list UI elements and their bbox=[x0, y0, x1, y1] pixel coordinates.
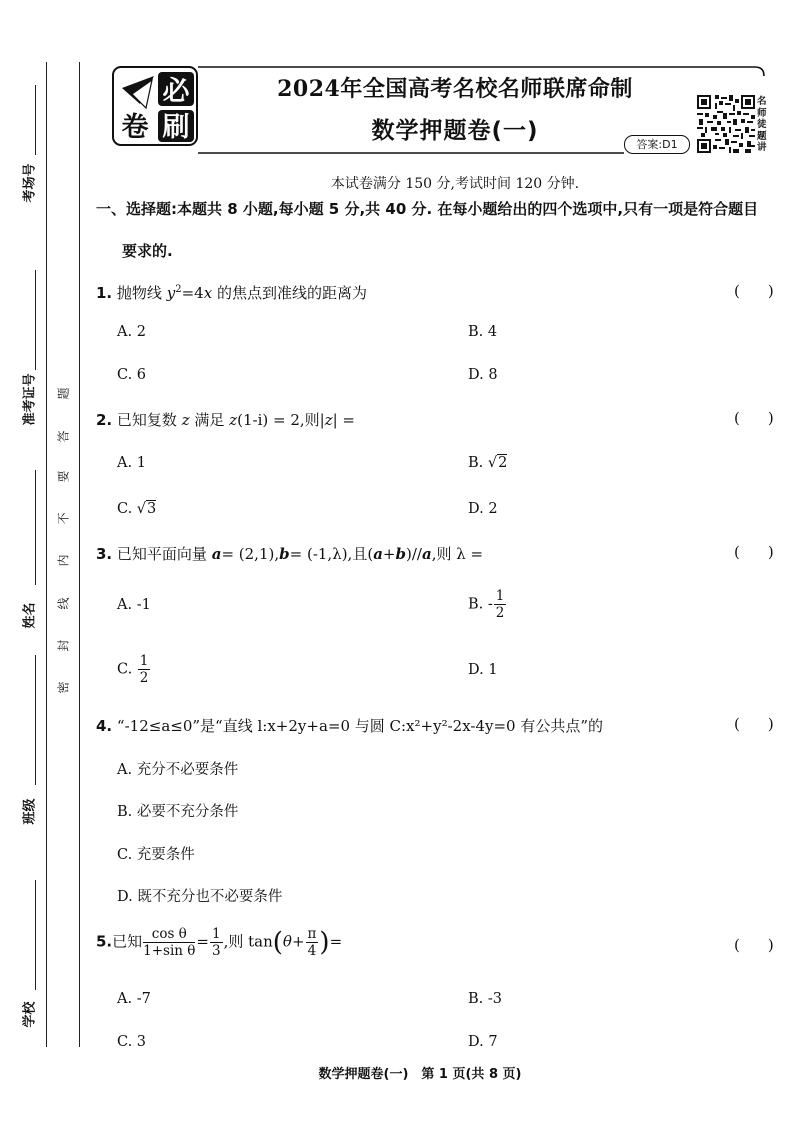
fraction-numerator: cos θ bbox=[143, 926, 195, 943]
q2-option-c[interactable]: C. √3 bbox=[117, 501, 157, 517]
question-3-stem bbox=[96, 543, 483, 564]
question-4-stem bbox=[96, 715, 603, 736]
answer-bracket-q3[interactable]: () bbox=[734, 543, 802, 561]
stem-text: =4 bbox=[181, 284, 204, 302]
q3-option-c[interactable] bbox=[117, 653, 151, 686]
q4-option-b[interactable]: B. 必要不充分条件 bbox=[117, 804, 239, 820]
notice-char-6: 线 bbox=[56, 597, 71, 610]
class-blank bbox=[35, 655, 36, 785]
q5-option-a[interactable]: A. -7 bbox=[117, 991, 151, 1007]
q3-option-d[interactable]: D. 1 bbox=[468, 662, 498, 678]
fraction-pi-over-4 bbox=[306, 926, 319, 959]
q2-option-b[interactable]: B. √2 bbox=[468, 455, 508, 471]
q5-option-c[interactable]: C. 3 bbox=[117, 1034, 147, 1050]
answer-bracket-q1[interactable]: () bbox=[734, 282, 802, 300]
question-number: 2. bbox=[96, 411, 113, 429]
stem-text: “-12≤a≤0”是“直线 l:x+2y+a=0 与圆 C:x²+y²-2x-4y=0 有公共点”的 bbox=[116, 717, 604, 735]
question-number: 5. bbox=[96, 932, 113, 951]
binding-line-left bbox=[46, 62, 47, 1047]
fraction-numerator: π bbox=[307, 926, 317, 942]
notice-char-2: 答 bbox=[56, 430, 71, 443]
q5-option-d[interactable]: D. 7 bbox=[468, 1034, 498, 1050]
logo-char-juan: 卷 bbox=[121, 112, 149, 143]
stem-text: ,则 λ = bbox=[431, 545, 484, 563]
stem-sup: 2 bbox=[175, 284, 182, 295]
sqrt-radicand: 2 bbox=[498, 455, 508, 471]
big-paren: ) bbox=[319, 927, 330, 958]
stem-text: θ+ bbox=[282, 932, 305, 951]
stem-text: = bbox=[329, 932, 343, 951]
answer-code-badge: 答案:D1 bbox=[624, 135, 690, 154]
exam-paper-title: 数学押题卷(一) bbox=[371, 118, 539, 144]
logo-char-bi: 必 bbox=[162, 76, 190, 107]
stem-text: = (2,1), bbox=[221, 545, 280, 563]
stem-text: + bbox=[382, 545, 396, 563]
fraction-numerator: 1 bbox=[139, 653, 149, 669]
q1-option-b[interactable]: B. 4 bbox=[468, 324, 498, 340]
exam-series-title: 2024年全国高考名校名师联席命制 bbox=[277, 76, 633, 102]
vector-a: a bbox=[211, 545, 222, 563]
option-label: B. - bbox=[468, 596, 493, 613]
question-5-stem bbox=[96, 926, 342, 959]
stem-text: 满足 bbox=[194, 411, 225, 429]
fraction bbox=[138, 653, 151, 686]
stem-var: z bbox=[324, 411, 333, 429]
section-heading: 一、选择题:本题共 8 小题,每小题 5 分,共 40 分. 在每小题给出的四个选项中,只有一项是符合题目 bbox=[96, 200, 759, 218]
fraction-numerator: 1 bbox=[495, 588, 505, 604]
stem-text: ,则 tan bbox=[223, 932, 273, 951]
stem-text: 已知 bbox=[112, 932, 143, 951]
stem-text: (1-i) = 2,则| bbox=[237, 411, 325, 429]
sidebar-label-exam-room: 考场号 bbox=[22, 163, 38, 203]
option-label: C. bbox=[117, 501, 137, 517]
stem-var: z bbox=[181, 411, 190, 429]
q2-option-d[interactable]: D. 2 bbox=[468, 501, 498, 517]
school-blank bbox=[35, 880, 36, 990]
q5-option-b[interactable]: B. -3 bbox=[468, 991, 502, 1007]
q1-option-a[interactable]: A. 2 bbox=[117, 324, 146, 340]
q3-option-a[interactable]: A. -1 bbox=[117, 597, 151, 613]
fraction bbox=[494, 588, 507, 621]
notice-char-8: 密 bbox=[56, 681, 71, 694]
qr-caption: 名师徒题讲 bbox=[757, 96, 767, 153]
sidebar-label-admission-number: 准考证号 bbox=[22, 373, 38, 426]
vector-a: a bbox=[421, 545, 432, 563]
sidebar-label-school: 学校 bbox=[22, 1001, 38, 1028]
question-number: 1. bbox=[96, 284, 113, 302]
question-number: 3. bbox=[96, 545, 113, 563]
notice-char-1: 题 bbox=[56, 387, 71, 400]
admission-number-blank bbox=[35, 270, 36, 370]
q4-option-a[interactable]: A. 充分不必要条件 bbox=[117, 762, 239, 778]
name-blank bbox=[35, 470, 36, 585]
answer-bracket-q5[interactable]: () bbox=[734, 936, 802, 954]
sidebar-label-name: 姓名 bbox=[22, 602, 38, 629]
fraction-cos-over-sin bbox=[143, 926, 195, 959]
notice-char-5: 内 bbox=[56, 554, 71, 567]
q3-option-b[interactable] bbox=[468, 588, 507, 621]
qr-code-icon[interactable] bbox=[697, 95, 755, 153]
answer-bracket-q4[interactable]: () bbox=[734, 715, 802, 733]
answer-bracket-q2[interactable]: () bbox=[734, 409, 802, 427]
stem-text: = bbox=[196, 932, 209, 951]
brand-logo bbox=[112, 66, 198, 146]
fraction-numerator: 1 bbox=[212, 926, 221, 942]
stem-text: 抛物线 bbox=[116, 284, 162, 302]
stem-text: 已知平面向量 bbox=[116, 545, 207, 563]
stem-text: 已知复数 bbox=[116, 411, 177, 429]
stem-text: 的焦点到准线的距离为 bbox=[216, 284, 367, 302]
vector-b: b bbox=[395, 545, 406, 563]
notice-char-7: 封 bbox=[56, 639, 71, 652]
option-label: C. bbox=[117, 661, 137, 678]
stem-text: | = bbox=[332, 411, 355, 429]
q1-option-d[interactable]: D. 8 bbox=[468, 367, 498, 383]
question-number: 4. bbox=[96, 717, 113, 735]
fraction-denominator: 1+sin θ bbox=[143, 943, 196, 959]
binding-line-right bbox=[79, 62, 80, 1047]
notice-char-3: 要 bbox=[56, 470, 71, 483]
page-footer: 数学押题卷(一) 第 1 页(共 8 页) bbox=[318, 1067, 522, 1082]
q4-option-d[interactable]: D. 既不充分也不必要条件 bbox=[117, 889, 283, 905]
stem-text: )// bbox=[406, 545, 422, 563]
fraction-denominator: 4 bbox=[307, 943, 317, 959]
fraction-denominator: 3 bbox=[212, 943, 221, 959]
question-2-stem bbox=[96, 409, 355, 430]
q1-option-c[interactable]: C. 6 bbox=[117, 367, 147, 383]
stem-text: = (-1,λ),且( bbox=[289, 545, 374, 563]
stem-var: x bbox=[203, 284, 213, 302]
logo-char-shua: 刷 bbox=[162, 112, 190, 143]
option-label: B. bbox=[468, 455, 488, 471]
notice-char-4: 不 bbox=[56, 512, 71, 525]
q4-option-c[interactable]: C. 充要条件 bbox=[117, 847, 195, 863]
section-heading-continued: 要求的. bbox=[122, 242, 173, 260]
fraction-denominator: 2 bbox=[139, 670, 149, 686]
stem-var: y bbox=[166, 284, 176, 302]
sidebar-label-class: 班级 bbox=[22, 798, 38, 825]
vector-b: b bbox=[279, 545, 290, 563]
q2-option-a[interactable]: A. 1 bbox=[117, 455, 146, 471]
exam-room-blank bbox=[35, 85, 36, 155]
fraction-one-third bbox=[210, 926, 223, 959]
exam-instructions: 本试卷满分 150 分,考试时间 120 分钟. bbox=[330, 176, 580, 192]
big-paren: ( bbox=[272, 927, 283, 958]
question-1-stem bbox=[96, 282, 367, 303]
stem-var: z bbox=[229, 411, 238, 429]
fraction-denominator: 2 bbox=[495, 605, 505, 621]
vector-a: a bbox=[373, 545, 383, 563]
sqrt-radicand: 3 bbox=[147, 501, 157, 517]
